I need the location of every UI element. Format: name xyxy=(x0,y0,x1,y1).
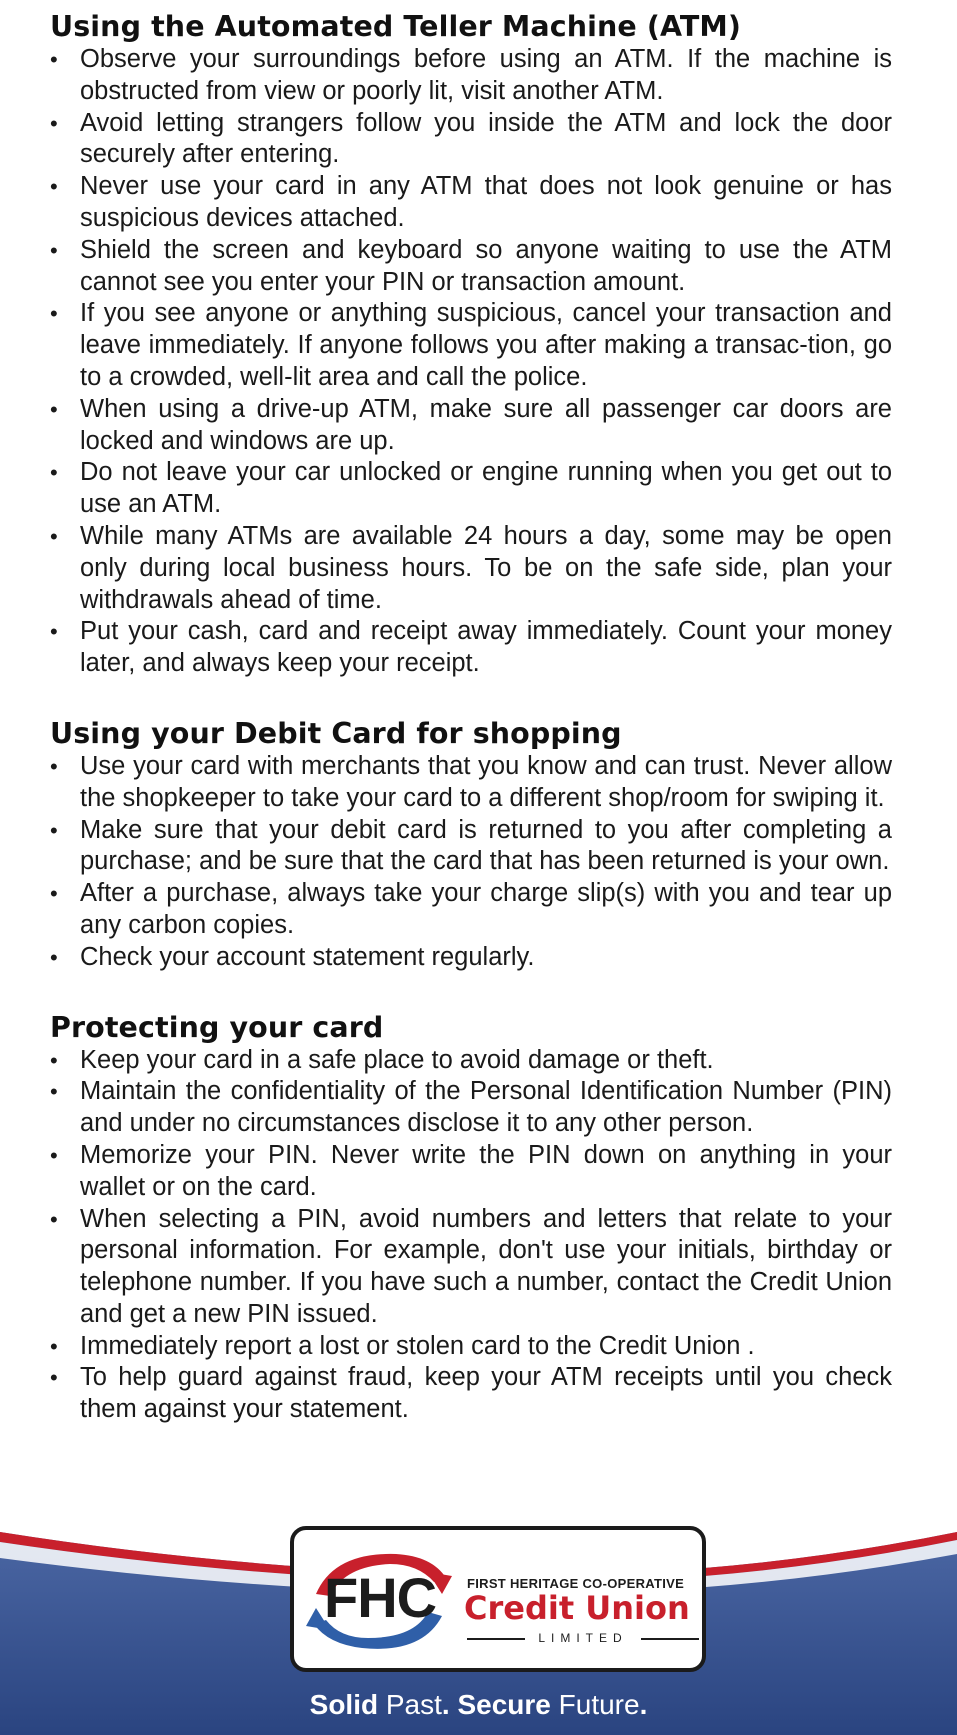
tagline: Solid Past. Secure Future. xyxy=(309,1689,648,1720)
bullet-icon: • xyxy=(50,237,58,263)
list-item: • To help guard against fraud, keep your ATM receipts until you check them against your statement. xyxy=(50,1363,892,1424)
section-title-atm: Using the Automated Teller Machine (ATM) xyxy=(50,10,742,43)
logo-limited xyxy=(467,1630,699,1646)
bullet-icon: • xyxy=(50,110,58,136)
protect-tips-list xyxy=(50,1045,892,1427)
list-item: • Use your card with merchants that you know and can trust. Never allow the shopkeeper to take your card to a different shop/room for swiping it. xyxy=(50,751,892,812)
bullet-icon: • xyxy=(50,301,58,327)
list-item: • Check your account statement regularly. xyxy=(50,942,892,974)
section-title-debit-card: Using your Debit Card for shopping xyxy=(50,716,622,750)
list-item: • Maintain the confidentiality of the Personal Identification Number (PIN) and under no circumstances disclose it to any other person. xyxy=(50,1077,892,1138)
list-item: • When using a drive-up ATM, make sure all passenger car doors are locked and windows are up. xyxy=(50,394,892,455)
bullet-icon: • xyxy=(50,1142,58,1168)
debit-tips-list xyxy=(50,751,892,974)
bullet-icon: • xyxy=(50,1365,58,1391)
atm-section xyxy=(50,10,892,680)
list-item: • Keep your card in a safe place to avoid damage or theft. xyxy=(50,1045,892,1077)
list-item: • If you see anyone or anything suspicious, cancel your transaction and leave immediately. If anyone follows you after making a transac-tion, go to a crowded, well-lit area and call the police. xyxy=(50,299,892,391)
logo-upper-text: FIRST HERITAGE CO-OPERATIVE xyxy=(467,1576,685,1591)
list-item: • When selecting a PIN, avoid numbers and letters that relate to your personal information. For example, don't use your initials, birthday or telephone number. If you have such a number, contact the Credit Union and get a new PIN issued. xyxy=(50,1204,892,1328)
section-title-protect-card: Protecting your card xyxy=(50,1010,384,1044)
bullet-icon: • xyxy=(50,753,58,779)
list-item: • Memorize your PIN. Never write the PIN down on anything in your wallet or on the card. xyxy=(50,1140,892,1201)
list-item: • After a purchase, always take your charge slip(s) with you and tear up any carbon copies. xyxy=(50,879,892,939)
bullet-icon: • xyxy=(50,523,58,549)
debit-card-section xyxy=(50,717,892,974)
list-item: • Shield the screen and keyboard so anyone waiting to use the ATM cannot see you enter your PIN or transaction amount. xyxy=(50,235,892,296)
document-body xyxy=(50,10,892,1463)
bullet-icon: • xyxy=(50,396,58,422)
list-item: • Put your cash, card and receipt away immediately. Count your money later, and always keep your receipt. xyxy=(50,617,892,678)
bullet-icon: • xyxy=(50,944,58,970)
bullet-icon: • xyxy=(50,1333,58,1359)
bullet-icon: • xyxy=(50,460,58,486)
list-item: • Never use your card in any ATM that does not look genuine or has suspicious devices attached. xyxy=(50,172,892,232)
divider xyxy=(467,1638,525,1640)
bullet-icon: • xyxy=(50,619,58,645)
logo-fhc-text: FHC xyxy=(324,1566,437,1629)
logo-credit-union-text: Credit Union xyxy=(464,1589,690,1627)
bullet-icon: • xyxy=(50,881,58,907)
list-item: • Observe your surroundings before using an ATM. If the machine is obstructed from view or poorly lit, visit another ATM. xyxy=(50,45,892,105)
bullet-icon: • xyxy=(50,1047,58,1073)
bullet-icon: • xyxy=(50,1079,58,1105)
list-item: • Avoid letting strangers follow you inside the ATM and lock the door securely after entering. xyxy=(50,108,892,169)
atm-tips-list xyxy=(50,44,892,680)
logo-limited-text: LIMITED xyxy=(538,1631,628,1645)
bullet-icon: • xyxy=(50,1206,58,1232)
protect-card-section xyxy=(50,1011,892,1427)
list-item: • While many ATMs are available 24 hours a day, some may be open only during local business hours. To be on the safe side, plan your withdrawals ahead of time. xyxy=(50,521,892,614)
bullet-icon: • xyxy=(50,817,58,843)
bullet-icon: • xyxy=(50,47,58,72)
list-item: • Do not leave your car unlocked or engine running when you get out to use an ATM. xyxy=(50,458,892,519)
bullet-icon: • xyxy=(50,174,58,200)
list-item: • Immediately report a lost or stolen card to the Credit Union . xyxy=(50,1331,892,1363)
fhc-logo xyxy=(290,1526,706,1672)
footer-banner xyxy=(0,1480,957,1735)
list-item: • Make sure that your debit card is returned to you after completing a purchase; and be sure that the card that has been returned is your own. xyxy=(50,815,892,876)
divider xyxy=(641,1638,699,1640)
